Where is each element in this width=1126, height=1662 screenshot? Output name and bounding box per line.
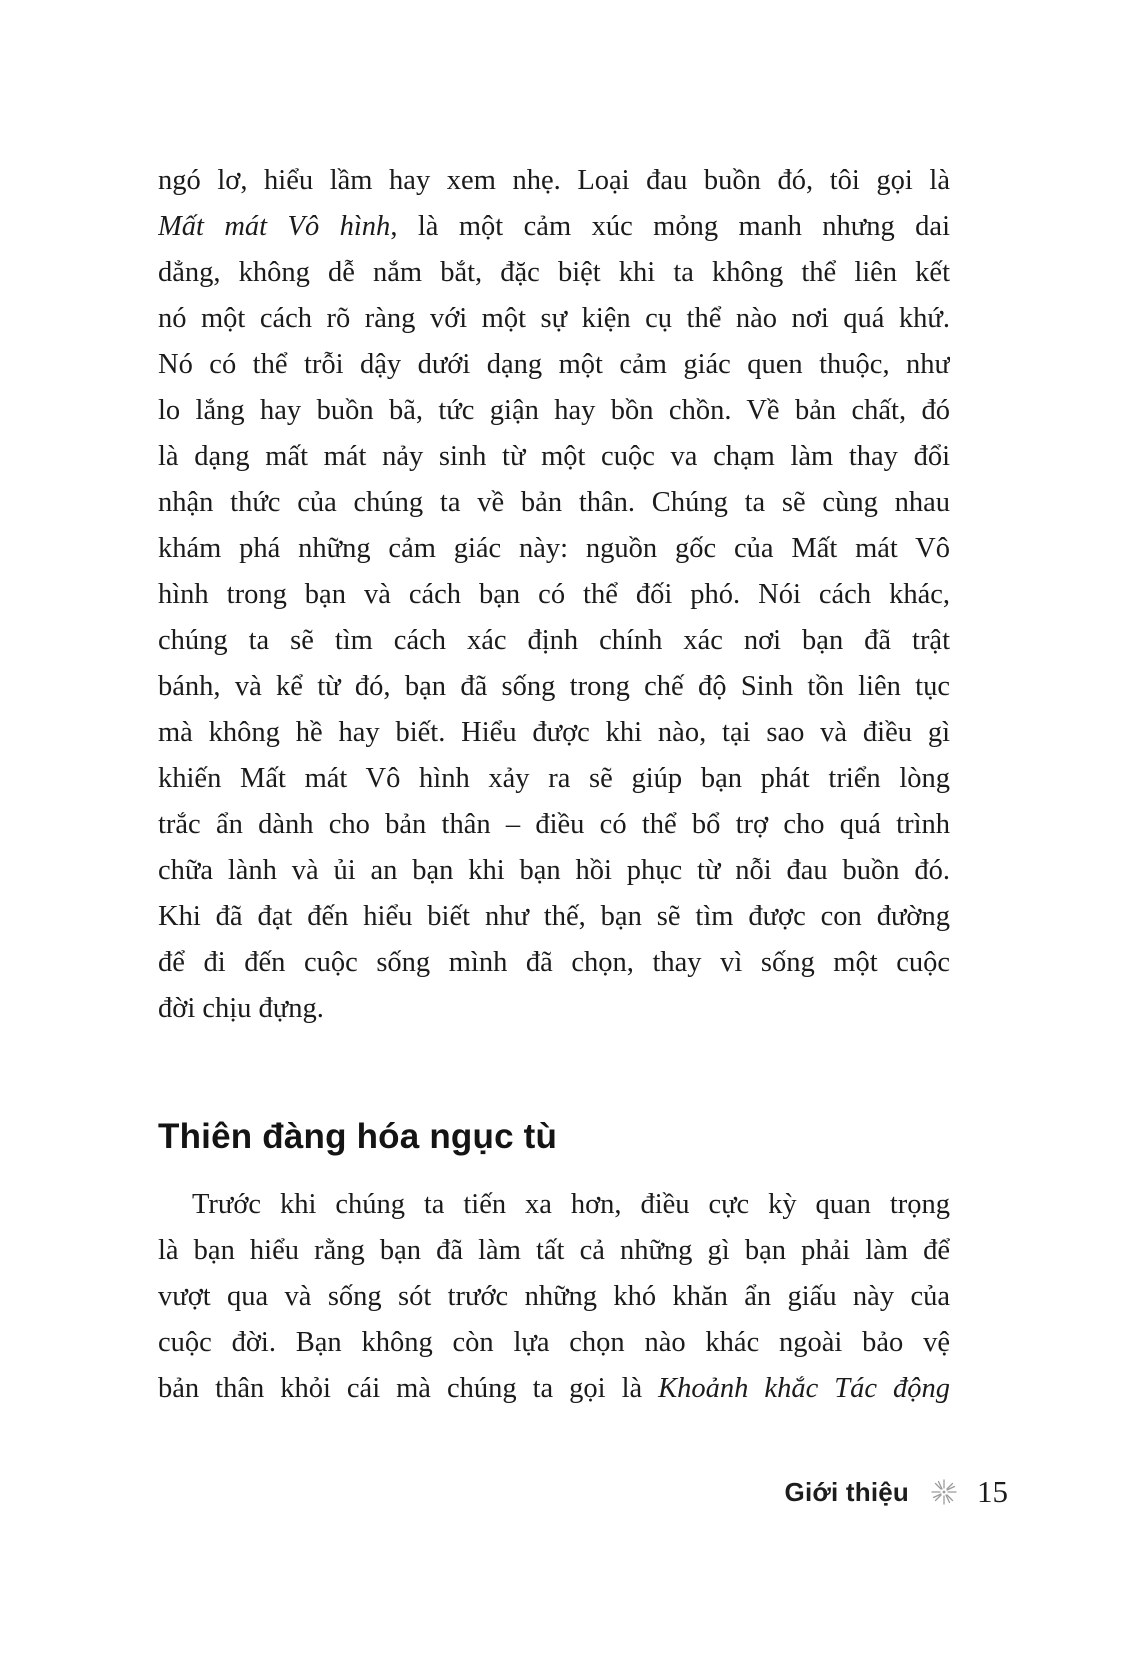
text-run: , là một cảm xúc mỏng manh nhưng dai (390, 211, 950, 242)
text-line (158, 342, 950, 388)
running-head-section-label: Giới thiệu (784, 1476, 909, 1507)
text-run: hình trong bạn và cách bạn có thể đối phó. Nói cách khác, (158, 579, 950, 610)
text-run: là bạn hiểu rằng bạn đã làm tất cả những gì bạn phải làm để (158, 1235, 950, 1266)
text-line (158, 756, 950, 802)
page-body (158, 158, 950, 1412)
text-line (158, 526, 950, 572)
text-line (158, 940, 950, 986)
asterisk-star-ornament-icon (929, 1477, 959, 1507)
text-run: Trước khi chúng ta tiến xa hơn, điều cực kỳ quan trọng (192, 1189, 950, 1220)
page-footer (785, 1472, 1008, 1512)
text-line (158, 986, 950, 1032)
text-run: mà không hề hay biết. Hiểu được khi nào, tại sao và điều gì (158, 717, 950, 748)
text-run: nhận thức của chúng ta về bản thân. Chúng ta sẽ cùng nhau (158, 487, 950, 518)
text-line (158, 1228, 950, 1274)
text-run: ngó lơ, hiểu lầm hay xem nhẹ. Loại đau buồn đó, tôi gọi là (158, 165, 950, 196)
text-line (158, 1274, 950, 1320)
text-run: nó một cách rõ ràng với một sự kiện cụ thể nào nơi quá khứ. (158, 303, 950, 334)
text-run: đời chịu đựng. (158, 993, 324, 1024)
text-line (158, 572, 950, 618)
text-line (158, 388, 950, 434)
text-line (158, 296, 950, 342)
text-run: Khi đã đạt đến hiểu biết như thế, bạn sẽ tìm được con đường (158, 901, 950, 932)
text-line (158, 158, 950, 204)
text-run: cuộc đời. Bạn không còn lựa chọn nào khác ngoài bảo vệ (158, 1327, 950, 1358)
text-line (158, 434, 950, 480)
text-line (158, 802, 950, 848)
emphasized-text-run: Khoảnh khắc Tác động (658, 1373, 950, 1404)
text-line (158, 848, 950, 894)
emphasized-text-run: Mất mát Vô hình (158, 211, 391, 242)
text-run: chữa lành và ủi an bạn khi bạn hồi phục từ nỗi đau buồn đó. (158, 855, 950, 886)
text-line (158, 618, 950, 664)
text-line (158, 480, 950, 526)
text-run: vượt qua và sống sót trước những khó khăn ẩn giấu này của (158, 1281, 950, 1312)
text-run: khám phá những cảm giác này: nguồn gốc của Mất mát Vô (158, 533, 950, 564)
section-heading: Thiên đàng hóa ngục tù (158, 1117, 558, 1156)
text-line (158, 710, 950, 756)
text-line (158, 1366, 950, 1412)
text-run: là dạng mất mát nảy sinh từ một cuộc va chạm làm thay đổi (158, 441, 950, 472)
text-run: bánh, và kể từ đó, bạn đã sống trong chế độ Sinh tồn liên tục (158, 671, 950, 702)
text-run: dẳng, không dễ nắm bắt, đặc biệt khi ta không thể liên kết (158, 257, 950, 288)
text-run: lo lắng hay buồn bã, tức giận hay bồn chồn. Về bản chất, đó (158, 395, 950, 426)
text-line (158, 1182, 950, 1228)
text-run: để đi đến cuộc sống mình đã chọn, thay vì sống một cuộc (158, 947, 950, 978)
text-line (158, 894, 950, 940)
text-run: Nó có thể trỗi dậy dưới dạng một cảm giác quen thuộc, như (158, 349, 950, 380)
text-line (158, 204, 950, 250)
page-number: 15 (977, 1474, 1008, 1509)
text-line (158, 250, 950, 296)
text-line (158, 664, 950, 710)
body-paragraph (158, 1182, 950, 1412)
text-run: khiến Mất mát Vô hình xảy ra sẽ giúp bạn phát triển lòng (158, 763, 950, 794)
text-run: chúng ta sẽ tìm cách xác định chính xác nơi bạn đã trật (158, 625, 950, 656)
text-line (158, 1320, 950, 1366)
text-run: trắc ẩn dành cho bản thân – điều có thể bổ trợ cho quá trình (158, 809, 950, 840)
text-run: bản thân khỏi cái mà chúng ta gọi là (158, 1373, 659, 1404)
body-paragraph (158, 158, 950, 1032)
